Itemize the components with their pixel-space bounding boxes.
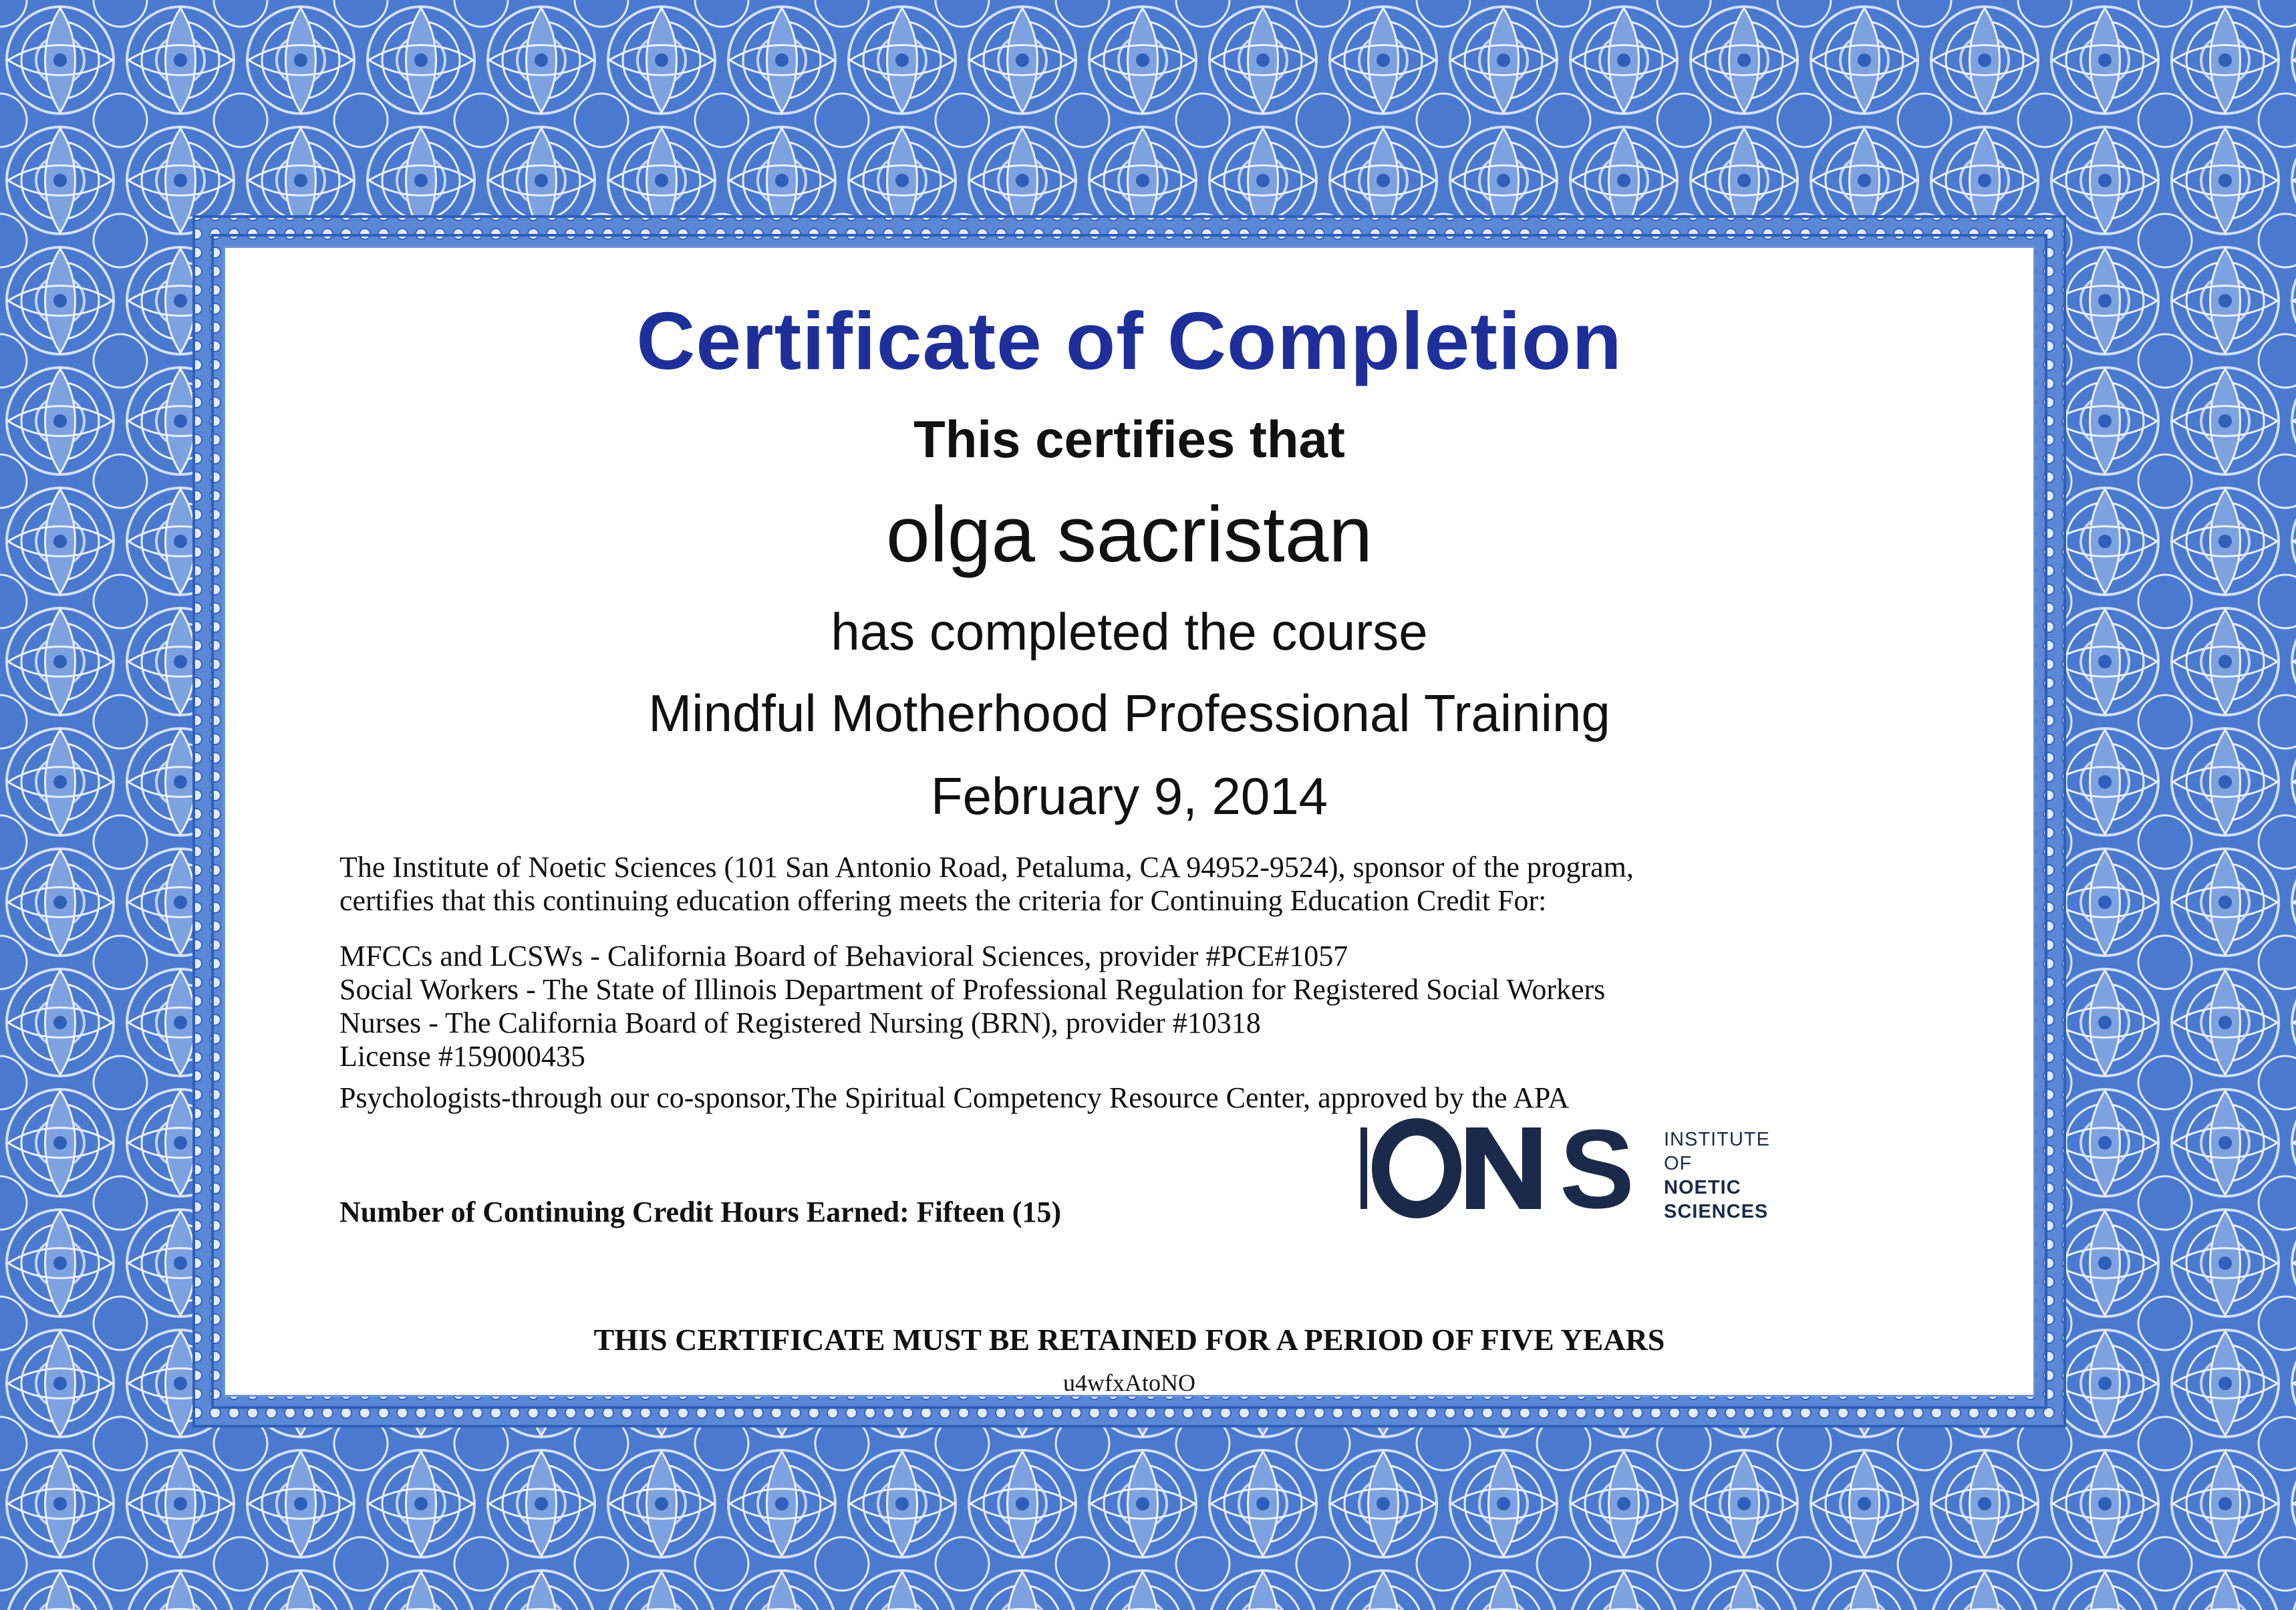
- ions-logo: [1359, 1118, 1773, 1225]
- svg-text:S: S: [1559, 1118, 1635, 1218]
- approval-line: MFCCs and LCSWs - California Board of Behavioral Sciences, provider #PCE#1057: [339, 940, 1348, 972]
- sponsor-line: certifies that this continuing education offering meets the criteria for Continuing Education Credit For:: [339, 884, 1547, 917]
- ions-logo-mark: [1359, 1118, 1653, 1218]
- certificate-title: Certificate of Completion: [636, 295, 1622, 386]
- completed-text: has completed the course: [831, 602, 1428, 661]
- approval-line: License #159000435: [339, 1040, 585, 1073]
- ions-logo-wordmark: [1664, 1127, 1770, 1224]
- approval-list: [339, 940, 1977, 1115]
- recipient-name: olga sacristan: [885, 491, 1373, 579]
- credit-hours: Number of Continuing Credit Hours Earned: Fifteen (15): [339, 1196, 1062, 1228]
- sponsor-line: The Institute of Noetic Sciences (101 San Antonio Road, Petaluma, CA 94952-9524), sponsor of the program,: [339, 851, 1634, 884]
- logo-line: SCIENCES: [1664, 1201, 1769, 1222]
- certificate-content: [223, 246, 2035, 1397]
- retention-notice: THIS CERTIFICATE MUST BE RETAINED FOR A PERIOD OF FIVE YEARS: [593, 1323, 1665, 1357]
- course-name: Mindful Motherhood Professional Training: [648, 684, 1610, 743]
- logo-line: INSTITUTE: [1664, 1129, 1770, 1150]
- logo-line: OF: [1664, 1153, 1693, 1174]
- approval-line: Social Workers - The State of Illinois Department of Professional Regulation for Registered Social Workers: [339, 973, 1606, 1006]
- approval-line: Nurses - The California Board of Registered Nursing (BRN), provider #10318: [339, 1007, 1261, 1039]
- certifies-text: This certifies that: [913, 410, 1345, 468]
- completion-date: February 9, 2014: [930, 767, 1328, 825]
- sponsor-statement: [339, 851, 1977, 918]
- verification-code: u4wfxAtoNO: [1063, 1369, 1195, 1396]
- approval-line: Psychologists-through our co-sponsor,The Spiritual Competency Resource Center, approved by the APA: [339, 1081, 1570, 1114]
- logo-line: NOETIC: [1664, 1177, 1741, 1198]
